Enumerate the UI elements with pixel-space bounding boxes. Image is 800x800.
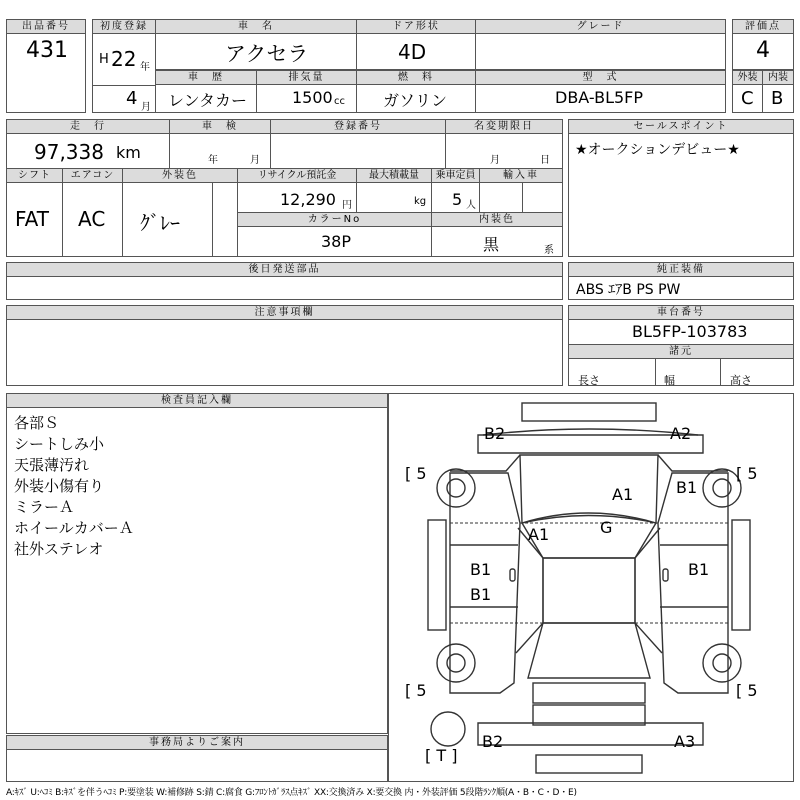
capacity-unit: 人 (466, 200, 476, 211)
score-value: 4 (756, 38, 770, 63)
mark-b1-right: B1 (688, 560, 710, 579)
exterior-label: 外装 (732, 70, 763, 85)
color-value: ｸﾞﾚｰ (140, 211, 180, 235)
equipment-text: ABS ｴｱB PS PW (576, 282, 681, 298)
tire-fl-label: [ 5 (405, 464, 427, 483)
load-label: 最大積載量 (356, 168, 432, 183)
import-label: 輸入車 (479, 168, 563, 183)
specs-box (568, 358, 794, 386)
legend: A:ｷｽﾞ U:ﾍｺﾐ B:ｷｽﾞを伴うﾍｺﾐ P:要塗装 W:補修跡 S:錆 C:腐食 G:ﾌﾛﾝﾄｶﾞﾗｽ点ｷｽﾞ XX:交換済み X:要交換 内・外装評価 5段階ﾗﾝｸ順(A・B・C・D・E) (6, 788, 577, 798)
insp-month: 月 (250, 155, 260, 166)
recycle-unit: 円 (342, 200, 352, 211)
import-box (479, 182, 563, 213)
chassis-label: 車台番号 (568, 305, 794, 320)
fuel-value: ガソリン (383, 91, 448, 110)
spare-tire-value: T (436, 746, 447, 765)
tire-rr-label: [ 5 (736, 681, 758, 700)
inspector-label: 検査員記入欄 (6, 393, 388, 408)
car-diagram (388, 393, 794, 782)
int-color-value: 黒 (483, 235, 500, 254)
reg-no-box (270, 133, 446, 169)
int-color-unit: 系 (544, 245, 554, 256)
sales-point-label: セールスポイント (568, 119, 794, 134)
specs-label: 諸元 (568, 344, 794, 359)
color-no-label: カラーNo (237, 212, 432, 227)
displacement-unit: cc (334, 96, 345, 107)
reg-no-label: 登録番号 (270, 119, 446, 134)
note-line: 外装小傷有り (14, 477, 105, 495)
later-parts-box (6, 276, 563, 300)
int-color-label: 内装色 (431, 212, 563, 227)
lot-label: 出品番号 (6, 19, 86, 34)
note-line: ミラーＡ (14, 498, 75, 516)
interior-label: 内装 (762, 70, 794, 85)
history-label: 車 歴 (155, 70, 257, 85)
chassis-number: BL5FP-103783 (632, 322, 748, 341)
tire-fr-label: [ 5 (736, 464, 758, 483)
mark-b1-fender: B1 (676, 478, 698, 497)
month-unit: 月 (141, 102, 151, 113)
model-label: 型 式 (475, 70, 726, 85)
ac-value: AC (78, 207, 106, 231)
mark-a3-rear: A3 (674, 732, 696, 751)
car-name: アクセラ (225, 42, 309, 66)
exterior-score: C (741, 88, 754, 109)
note-line: 天張薄汚れ (14, 456, 90, 474)
insp-year: 年 (208, 155, 218, 166)
note-line: シートしみ小 (14, 435, 105, 453)
first-reg-label: 初度登録 (92, 19, 156, 34)
mark-b2-rear: B2 (482, 732, 504, 751)
history-value: レンタカー (168, 91, 247, 110)
interior-score: B (771, 88, 784, 109)
year-unit: 年 (140, 62, 150, 73)
reg-year: 22 (111, 47, 137, 71)
office-label: 事務局よりご案内 (6, 735, 388, 750)
equipment-label: 純正装備 (568, 262, 794, 277)
reg-month: 4 (126, 88, 138, 109)
mileage-label: 走 行 (6, 119, 170, 134)
tire-fl-value: 5 (416, 464, 427, 483)
caution-box (6, 319, 563, 386)
recycle-value: 12,290 (280, 190, 336, 209)
door-type: 4D (398, 40, 427, 64)
mark-a1-hood: A1 (612, 485, 634, 504)
tire-rl-label: [ 5 (405, 681, 427, 700)
grade-box (475, 33, 726, 70)
spare-tire-label: [ T ] (425, 746, 458, 765)
deadline-label: 名変期限日 (445, 119, 563, 134)
tire-fr-value: 5 (747, 464, 758, 483)
office-box (6, 749, 388, 782)
era: H (99, 52, 109, 67)
score-label: 評価点 (732, 19, 794, 34)
name-label: 車 名 (155, 19, 357, 34)
fuel-label: 燃 料 (356, 70, 476, 85)
spec-height: 高さ (730, 374, 752, 387)
recycle-label: リサイクル預託金 (237, 168, 357, 183)
displacement-value: 1500 (292, 88, 333, 107)
capacity-label: 乗車定員 (431, 168, 480, 183)
mark-a1-glass: A1 (528, 525, 550, 544)
mileage-unit: km (116, 143, 141, 162)
model-value: DBA-BL5FP (555, 88, 644, 107)
mark-g-glass: G (600, 518, 613, 537)
note-line: ホイールカバーＡ (14, 519, 134, 537)
grade-label: グレード (475, 19, 726, 34)
ac-label: エアコン (62, 168, 123, 183)
deadline-month: 月 (490, 155, 500, 166)
tire-rr-value: 5 (747, 681, 758, 700)
mark-b1-left1: B1 (470, 560, 492, 579)
tire-rl-value: 5 (416, 681, 427, 700)
mark-a2-front: A2 (670, 424, 692, 443)
caution-label: 注意事項欄 (6, 305, 563, 320)
lot-number: 431 (26, 38, 68, 63)
mileage-value: 97,338 (34, 140, 104, 164)
capacity-value: 5 (452, 190, 463, 209)
color-label: 外装色 (122, 168, 238, 183)
mark-b1-left2: B1 (470, 585, 492, 604)
color-no-value: 38P (321, 232, 352, 251)
later-parts-label: 後日発送部品 (6, 262, 563, 277)
inspection-label: 車 検 (169, 119, 271, 134)
note-line: 各部Ｓ (14, 414, 60, 432)
load-unit: kg (414, 196, 427, 207)
displacement-label: 排気量 (256, 70, 357, 85)
door-label: ドア形状 (356, 19, 476, 34)
note-line: 社外ステレオ (14, 540, 104, 558)
shift-label: シフト (6, 168, 63, 183)
mark-b2-front: B2 (484, 424, 506, 443)
inspector-notes (14, 413, 134, 560)
sales-point-text: ★オークションデビュー★ (575, 142, 740, 158)
spec-width: 幅 (664, 374, 675, 387)
deadline-day: 日 (540, 155, 550, 166)
shift-value: FAT (15, 207, 50, 231)
spec-length: 長さ (578, 374, 600, 387)
